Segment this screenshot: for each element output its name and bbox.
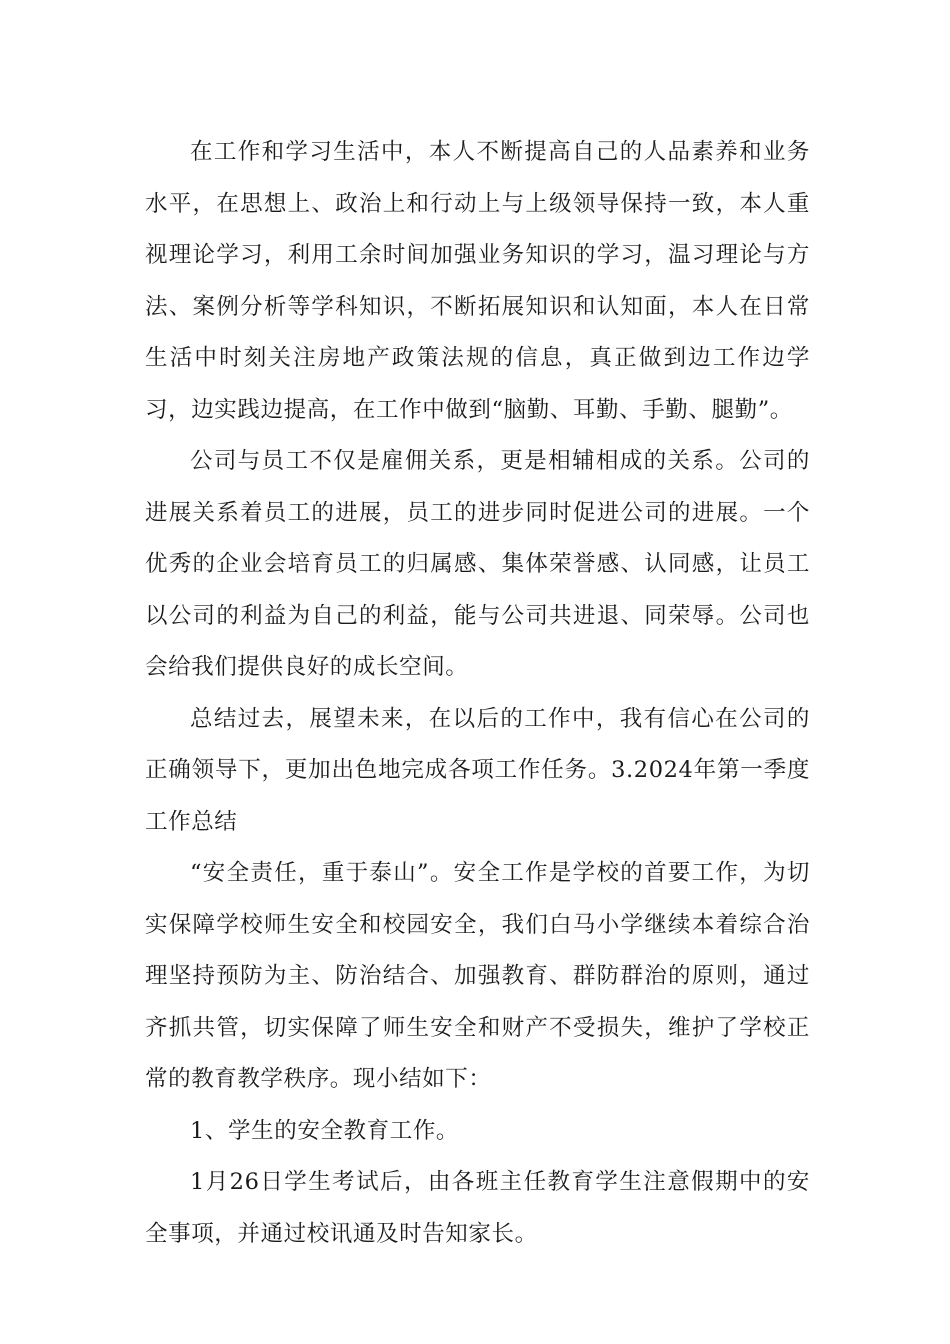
document-body <box>145 127 810 1260</box>
paragraph-safety-intro: “安全责任，重于泰山”。安全工作是学校的首要工作，为切实保障学校师生安全和校园安全，我们白马小学继续本着综合治理坚持预防为主、防治结合、加强教育、群防群治的原则，通过齐抓共管，切实保障了师生安全和财产不受损失，维护了学校正常的教育教学秩序。现小结如下： <box>145 860 810 1092</box>
paragraph-section-heading: 1、学生的安全教育工作。 <box>190 1117 460 1144</box>
paragraph-self-improvement: 在工作和学习生活中，本人不断提高自己的人品素养和业务水平，在思想上、政治上和行动上与上级领导保持一致，本人重视理论学习，利用工余时间加强业务知识的学习，温习理论与方法、案例分析等学科知识，不断拓展知识和认知面，本人在日常生活中时刻关注房地产政策法规的信息，真正做到边工作边学习，边实践边提高，在工作中做到“脑勤、耳勤、手勤、腿勤”。 <box>145 139 810 423</box>
paragraph-outlook: 总结过去，展望未来，在以后的工作中，我有信心在公司的正确领导下，更加出色地完成各项工作任务。3.2024年第一季度工作总结 <box>145 705 810 835</box>
paragraph-exam-notice: 1月26日学生考试后，由各班主任教育学生注意假期中的安全事项，并通过校讯通及时告知家长。 <box>145 1169 810 1247</box>
paragraph-company-relationship: 公司与员工不仅是雇佣关系，更是相辅相成的关系。公司的进展关系着员工的进展，员工的进步同时促进公司的进展。一个优秀的企业会培育员工的归属感、集体荣誉感、认同感，让员工以公司的利益为自己的利益，能与公司共进退、同荣辱。公司也会给我们提供良好的成长空间。 <box>145 448 810 680</box>
